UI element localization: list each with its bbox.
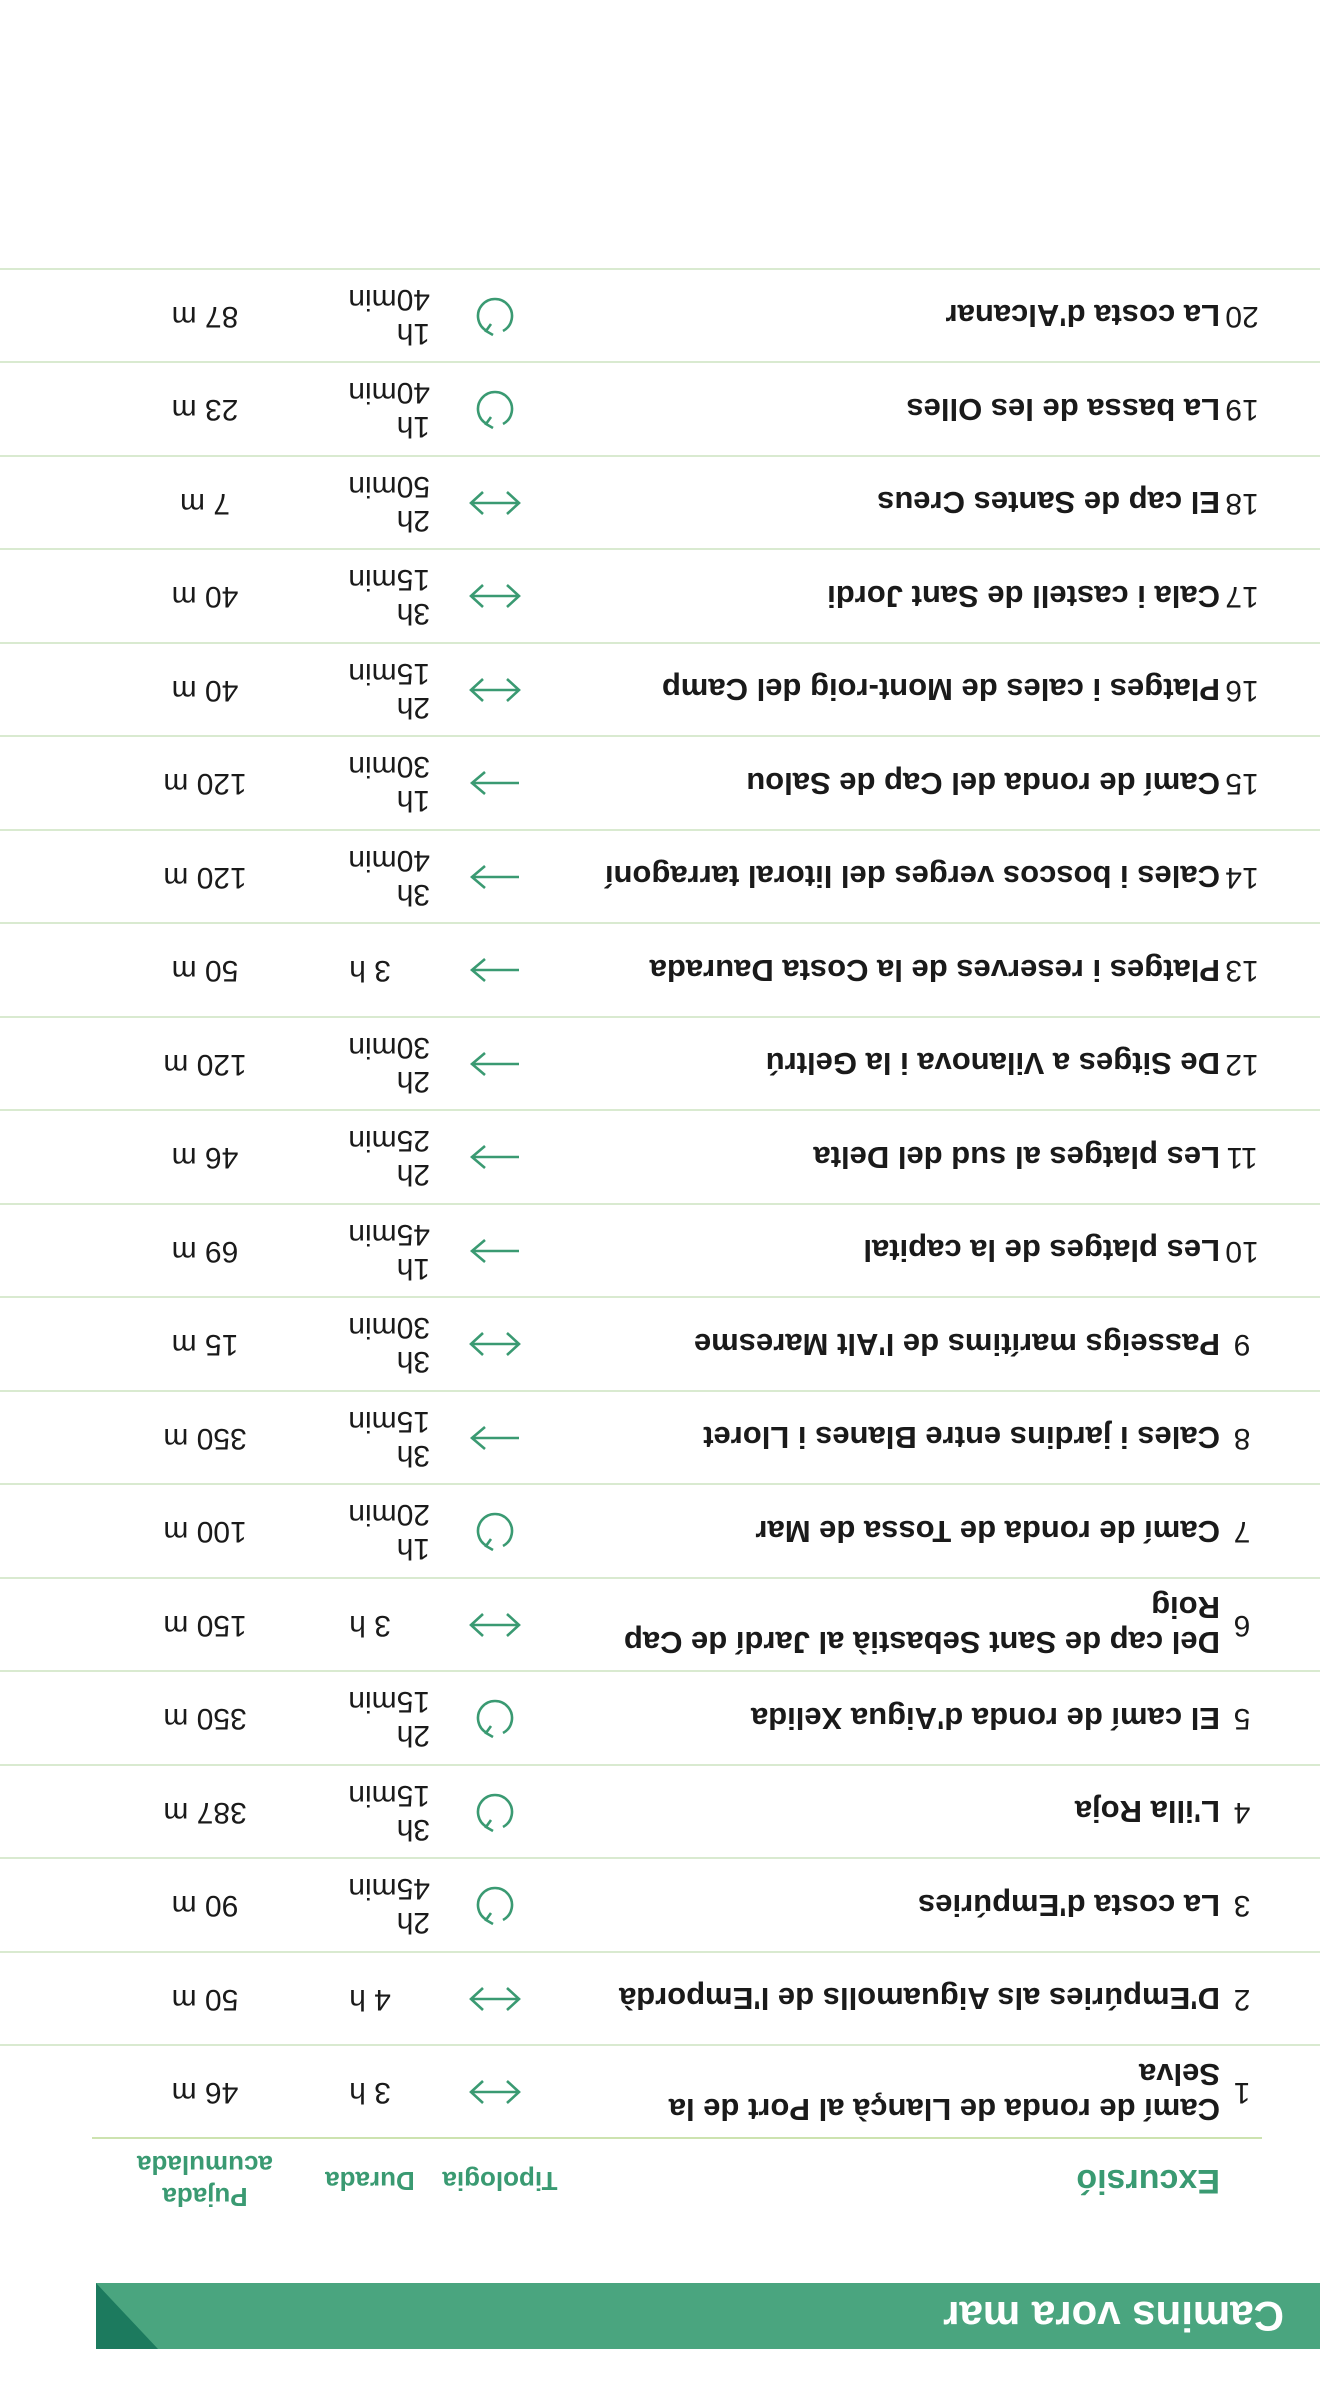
route-number: 11 xyxy=(1226,1141,1258,1175)
table-row xyxy=(0,1016,1320,1110)
route-duration: 1h 30min xyxy=(348,750,430,818)
route-elevation: 50 m xyxy=(171,954,239,988)
circular-arrow-icon xyxy=(430,364,560,456)
table-row xyxy=(0,923,1320,1017)
route-number: 18 xyxy=(1225,486,1259,520)
route-number: 8 xyxy=(1233,1421,1251,1455)
table-row xyxy=(0,1203,1320,1297)
route-elevation: 120 m xyxy=(163,860,247,894)
route-duration: 3 h xyxy=(349,954,391,988)
table-row xyxy=(0,642,1320,736)
double-arrow-icon xyxy=(430,1299,560,1391)
route-elevation: 50 m xyxy=(171,1982,239,2016)
route-elevation: 387 m xyxy=(163,1795,247,1829)
route-name: La bassa de les Olles xyxy=(906,391,1220,427)
route-name: El cap de Santes Creus xyxy=(877,485,1220,521)
header-excursio: Excursió xyxy=(1076,2162,1220,2200)
route-elevation: 46 m xyxy=(171,2076,239,2110)
banner-corner-triangle xyxy=(96,2283,158,2349)
route-name: Platges i cales de Mont-roig del Camp xyxy=(661,672,1220,708)
route-number: 6 xyxy=(1233,1608,1251,1642)
route-number: 13 xyxy=(1225,954,1259,988)
table-row xyxy=(0,1110,1320,1204)
route-number: 15 xyxy=(1225,767,1259,801)
route-duration: 2h 15min xyxy=(348,656,430,724)
route-elevation: 100 m xyxy=(163,1515,247,1549)
route-duration: 2h 45min xyxy=(348,1872,430,1940)
route-elevation: 46 m xyxy=(171,1141,239,1175)
route-number: 1 xyxy=(1233,2076,1251,2110)
route-number: 14 xyxy=(1225,860,1259,894)
page-title: Camins vora mar xyxy=(943,2293,1284,2340)
route-number: 5 xyxy=(1233,1702,1251,1736)
route-name: Les platges de la capital xyxy=(863,1233,1220,1269)
route-duration: 2h 50min xyxy=(348,469,430,537)
table-row xyxy=(0,1297,1320,1391)
route-duration: 3 h xyxy=(349,2076,391,2110)
route-duration: 3h 15min xyxy=(348,1778,430,1846)
route-duration: 3h 15min xyxy=(348,1404,430,1472)
route-name: Cala i castell de Sant Jordi xyxy=(827,578,1220,614)
double-arrow-icon xyxy=(430,1953,560,2045)
table-row xyxy=(0,362,1320,456)
route-number: 17 xyxy=(1225,580,1259,614)
route-number: 4 xyxy=(1233,1795,1251,1829)
route-name: L'illa Roja xyxy=(1074,1794,1220,1830)
double-arrow-icon xyxy=(430,2047,560,2139)
table-row xyxy=(0,1671,1320,1765)
route-number: 16 xyxy=(1225,673,1259,707)
route-elevation: 87 m xyxy=(171,299,239,333)
route-name: Del cap de Sant Sebastià al Jardí de Cap Roig xyxy=(623,1589,1220,1660)
route-name: Camí de ronda de Llançà al Port de la Selva xyxy=(668,2057,1220,2128)
route-number: 9 xyxy=(1233,1328,1251,1362)
route-elevation: 40 m xyxy=(171,580,239,614)
table-row xyxy=(0,1390,1320,1484)
route-duration: 2h 15min xyxy=(348,1685,430,1753)
double-arrow-icon xyxy=(430,457,560,549)
route-name: De Sitges a Vilanova i la Geltrú xyxy=(765,1046,1220,1082)
route-name: Cales i boscos verges del litoral tarragoní xyxy=(604,859,1220,895)
header-durada: Durada xyxy=(325,2166,415,2197)
table-row xyxy=(0,736,1320,830)
arrow-right-icon xyxy=(430,1205,560,1297)
header-pujada-line2: acumulada xyxy=(137,2150,273,2180)
route-number: 10 xyxy=(1225,1234,1259,1268)
arrow-right-icon xyxy=(430,1112,560,1204)
arrow-right-icon xyxy=(430,1018,560,1110)
route-elevation: 350 m xyxy=(163,1702,247,1736)
route-duration: 4 h xyxy=(349,1982,391,2016)
route-name: Les platges al sud del Delta xyxy=(813,1139,1220,1175)
route-elevation: 90 m xyxy=(171,1889,239,1923)
route-elevation: 40 m xyxy=(171,673,239,707)
route-name: Camí de ronda de Tossa de Mar xyxy=(755,1513,1220,1549)
double-arrow-icon xyxy=(430,1579,560,1671)
double-arrow-icon xyxy=(430,551,560,643)
route-duration: 2h 25min xyxy=(348,1124,430,1192)
route-duration: 1h 20min xyxy=(348,1498,430,1566)
route-elevation: 23 m xyxy=(171,393,239,427)
route-duration: 2h 30min xyxy=(348,1030,430,1098)
table-row xyxy=(0,829,1320,923)
table-row xyxy=(0,2045,1320,2139)
route-duration: 1h 45min xyxy=(348,1217,430,1285)
route-number: 3 xyxy=(1233,1889,1251,1923)
arrow-right-icon xyxy=(430,831,560,923)
header-pujada-line1: Pujada xyxy=(162,2182,248,2212)
route-number: 7 xyxy=(1233,1515,1251,1549)
table-header xyxy=(0,2146,1320,2216)
route-duration: 1h 40min xyxy=(348,376,430,444)
route-elevation: 350 m xyxy=(163,1421,247,1455)
table-row xyxy=(0,549,1320,643)
title-banner xyxy=(96,2283,1320,2349)
arrow-right-icon xyxy=(430,925,560,1017)
route-name: Camí de ronda del Cap de Salou xyxy=(746,765,1220,801)
double-arrow-icon xyxy=(430,644,560,736)
route-duration: 1h 40min xyxy=(348,282,430,350)
table-row xyxy=(0,268,1320,362)
circular-arrow-icon xyxy=(430,1486,560,1578)
arrow-right-icon xyxy=(430,738,560,830)
route-elevation: 120 m xyxy=(163,767,247,801)
route-name: Passeigs marítims de l'Alt Maresme xyxy=(693,1326,1220,1362)
header-tipologia: Tipologia xyxy=(442,2166,558,2197)
route-duration: 3h 15min xyxy=(348,563,430,631)
route-elevation: 150 m xyxy=(163,1608,247,1642)
route-elevation: 69 m xyxy=(171,1234,239,1268)
route-elevation: 15 m xyxy=(171,1328,239,1362)
arrow-right-icon xyxy=(430,1392,560,1484)
header-pujada xyxy=(100,2146,310,2216)
table-row xyxy=(0,1858,1320,1952)
route-elevation: 7 m xyxy=(180,486,231,520)
route-number: 2 xyxy=(1233,1982,1251,2016)
route-name: El camí de ronda d'Aigua Xelida xyxy=(750,1700,1220,1736)
route-duration: 3 h xyxy=(349,1608,391,1642)
circular-arrow-icon xyxy=(430,1766,560,1858)
route-name: La costa d'Alcanar xyxy=(945,298,1220,334)
route-name: La costa d'Empúries xyxy=(918,1887,1220,1923)
route-number: 19 xyxy=(1225,393,1259,427)
route-duration: 3h 30min xyxy=(348,1311,430,1379)
table-row xyxy=(0,1577,1320,1671)
route-elevation: 120 m xyxy=(163,1047,247,1081)
circular-arrow-icon xyxy=(430,1673,560,1765)
table-row xyxy=(0,1484,1320,1578)
route-number: 12 xyxy=(1225,1047,1259,1081)
route-name: Platges i reserves de la Costa Daurada xyxy=(649,952,1220,988)
route-name: Cales i jardins entre Blanes i Lloret xyxy=(703,1420,1220,1456)
table-row xyxy=(0,455,1320,549)
route-name: D'Empúries als Aiguamolls de l'Empordà xyxy=(618,1981,1220,2017)
circular-arrow-icon xyxy=(430,1860,560,1952)
route-duration: 3h 40min xyxy=(348,843,430,911)
table-row xyxy=(0,1951,1320,2045)
circular-arrow-icon xyxy=(430,270,560,362)
table-row xyxy=(0,1764,1320,1858)
route-number: 20 xyxy=(1225,299,1259,333)
